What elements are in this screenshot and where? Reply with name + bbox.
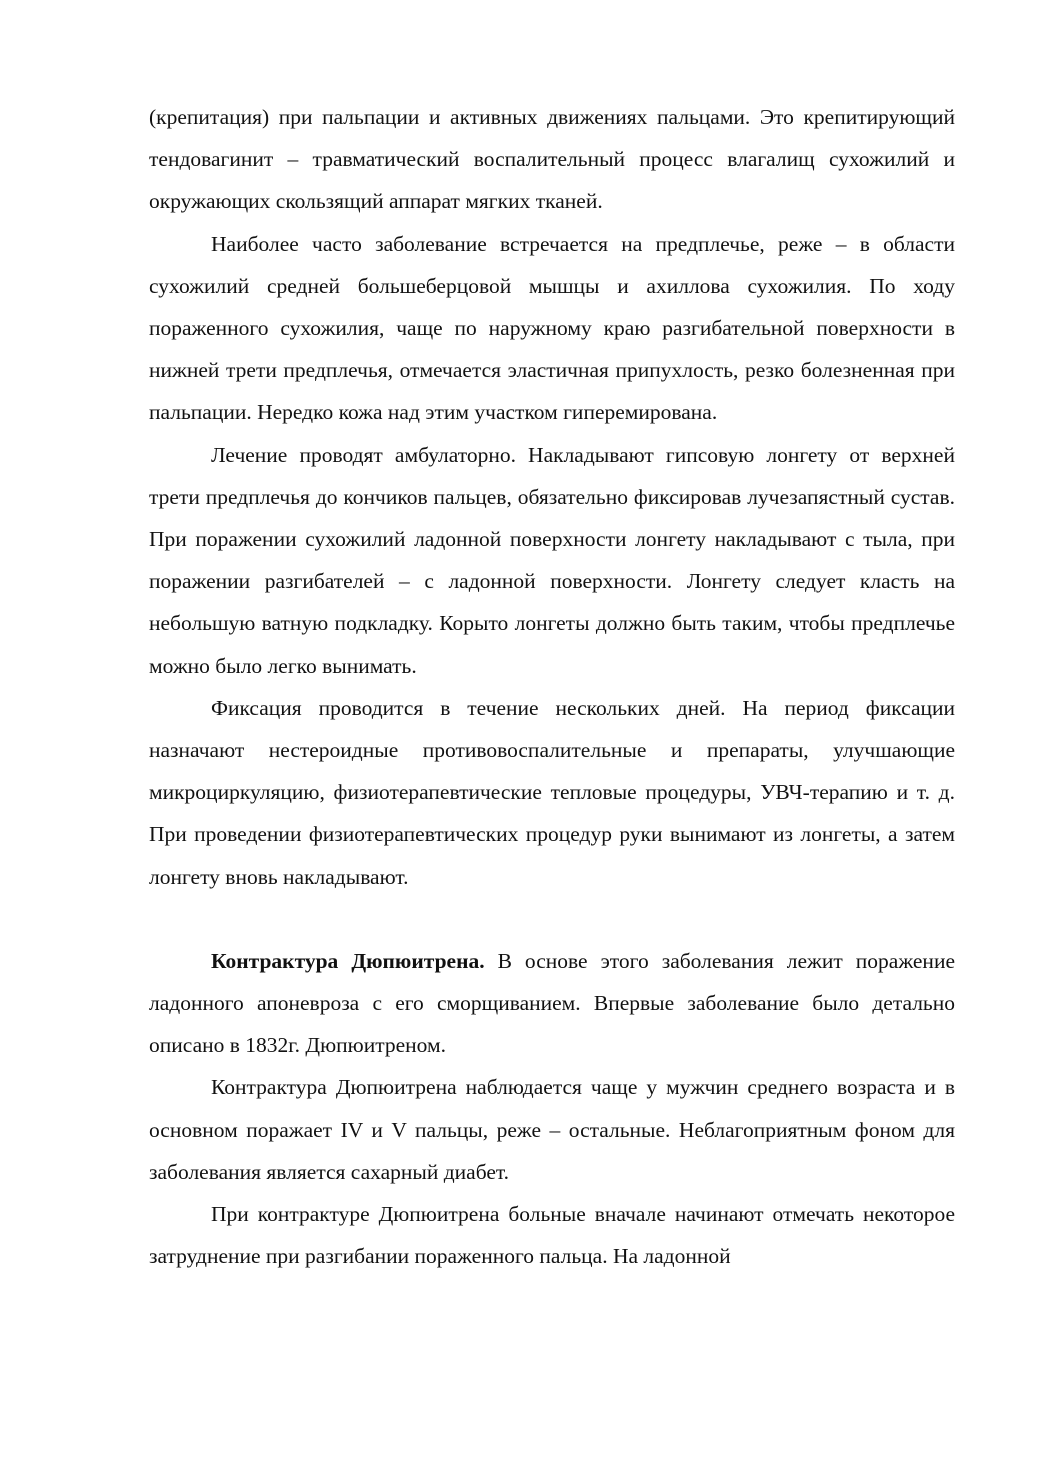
paragraph-dupuytren-intro (149, 940, 955, 1067)
paragraph-crepitation: (крепитация) при пальпации и активных движениях пальцами. Это крепитирующий тендовагинит – травматический воспалительный процесс влагалищ сухожилий и окружающих скользящий аппарат мягких тканей. (149, 105, 955, 214)
document-page (149, 96, 955, 1277)
paragraph-dupuytren-epidemiology: Контрактура Дюпюитрена наблюдается чаще у мужчин среднего возраста и в основном поражает IV и V пальцы, реже – остальные. Неблагоприятным фоном для заболевания является сахарный диабет. (149, 1075, 955, 1184)
section-gap (149, 898, 955, 940)
section-heading-dupuytren: Контрактура Дюпюитрена. (211, 948, 485, 973)
paragraph-fixation: Фиксация проводится в течение нескольких дней. На период фиксации назначают нестероидные противовоспалительные и препараты, улучшающие микроциркуляцию, физиотерапевтические тепловые процедуры, УВЧ-терапию и т. д. При проведении физиотерапевтических процедур руки вынимают из лонгеты, а затем лонгету вновь накладывают. (149, 695, 955, 889)
paragraph-dupuytren-intro-text: В основе этого заболевания лежит поражение ладонного апоневроза с его сморщиванием. Впервые заболевание было детально описано в 1832г. Дюпюитреном. (149, 948, 955, 1058)
paragraph-dupuytren-symptoms: При контрактуре Дюпюитрена больные вначале начинают отмечать некоторое затруднение при разгибании пораженного пальца. На ладонной (149, 1202, 955, 1269)
paragraph-localization: Наиболее часто заболевание встречается на предплечье, реже – в области сухожилий средней большеберцовой мышцы и ахиллова сухожилия. По ходу пораженного сухожилия, чаще по наружному краю разгибательной поверхности в нижней трети предплечья, отмечается эластичная припухлость, резко болезненная при пальпации. Нередко кожа над этим участком гиперемирована. (149, 231, 955, 425)
paragraph-treatment: Лечение проводят амбулаторно. Накладывают гипсовую лонгету от верхней трети предплечья до кончиков пальцев, обязательно фиксировав лучезапястный сустав. При поражении сухожилий ладонной поверхности лонгету накладывают с тыла, при поражении разгибателей – с ладонной поверхности. Лонгету следует класть на небольшую ватную подкладку. Корыто лонгеты должно быть таким, чтобы предплечье можно было легко вынимать. (149, 442, 955, 678)
